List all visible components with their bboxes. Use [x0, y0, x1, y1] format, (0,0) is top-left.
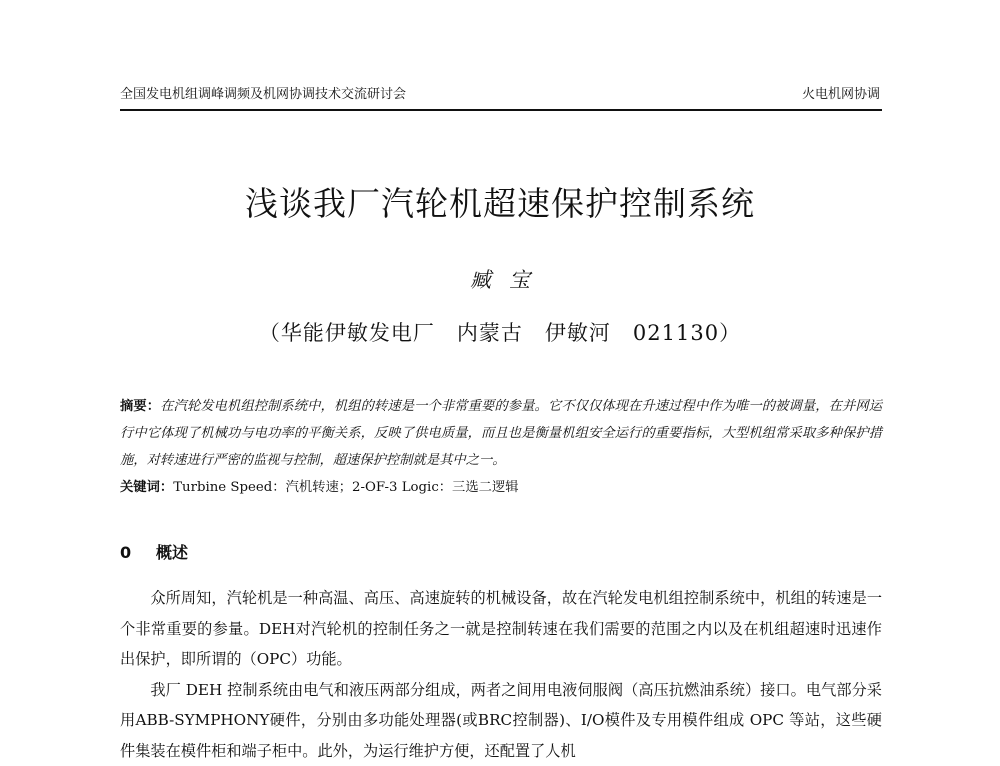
- section-heading: [120, 540, 188, 566]
- section-number: 0: [120, 540, 156, 566]
- body-paragraph: 众所周知，汽轮机是一种高温、高压、高速旋转的机械设备，故在汽轮发电机组控制系统中，机组的转速是一个非常重要的参量。DEH对汽轮机的控制任务之一就是控制转速在我们需要的范围之内以及在机组超速时迅速作出保护，即所谓的（OPC）功能。: [120, 583, 882, 675]
- section-title: 概述: [156, 543, 188, 562]
- running-header: [120, 84, 880, 106]
- running-header-left: 全国发电机组调峰调频及机网协调技术交流研讨会: [120, 84, 406, 106]
- running-header-right: 火电机网协调: [802, 84, 880, 106]
- paper-author: 臧宝: [0, 266, 1000, 294]
- keywords-label: 关键词：: [120, 480, 173, 495]
- keywords: [120, 476, 882, 500]
- body-paragraph: 我厂 DEH 控制系统由电气和液压两部分组成，两者之间用电液伺服阀（高压抗燃油系统）接口。电气部分采用ABB-SYMPHONY硬件，分别由多功能处理器(或BRC控制器)、I/O模件及专用模件组成 OPC 等站，这些硬件集装在模件柜和端子柜中。此外，为运行维护方便，还配置了人机: [120, 675, 882, 766]
- abstract-text: 在汽轮发电机组控制系统中，机组的转速是一个非常重要的参量。它不仅仅体现在升速过程中作为唯一的被调量，在并网运行中它体现了机械功与电功率的平衡关系，反映了供电质量，而且也是衡量机组安全运行的重要指标，大型机组常采取多种保护措施，对转速进行严密的监视与控制，超速保护控制就是其中之一。: [120, 399, 882, 468]
- abstract-label: 摘要：: [120, 399, 160, 414]
- paper-title: 浅谈我厂汽轮机超速保护控制系统: [0, 182, 1000, 226]
- paper-affiliation: （华能伊敏发电厂 内蒙古 伊敏河 021130）: [0, 318, 1000, 348]
- keywords-text: Turbine Speed：汽机转速；2-OF-3 Logic：三选二逻辑: [173, 480, 518, 495]
- body-text: [120, 583, 882, 766]
- abstract: [120, 393, 882, 474]
- header-rule: [120, 109, 882, 111]
